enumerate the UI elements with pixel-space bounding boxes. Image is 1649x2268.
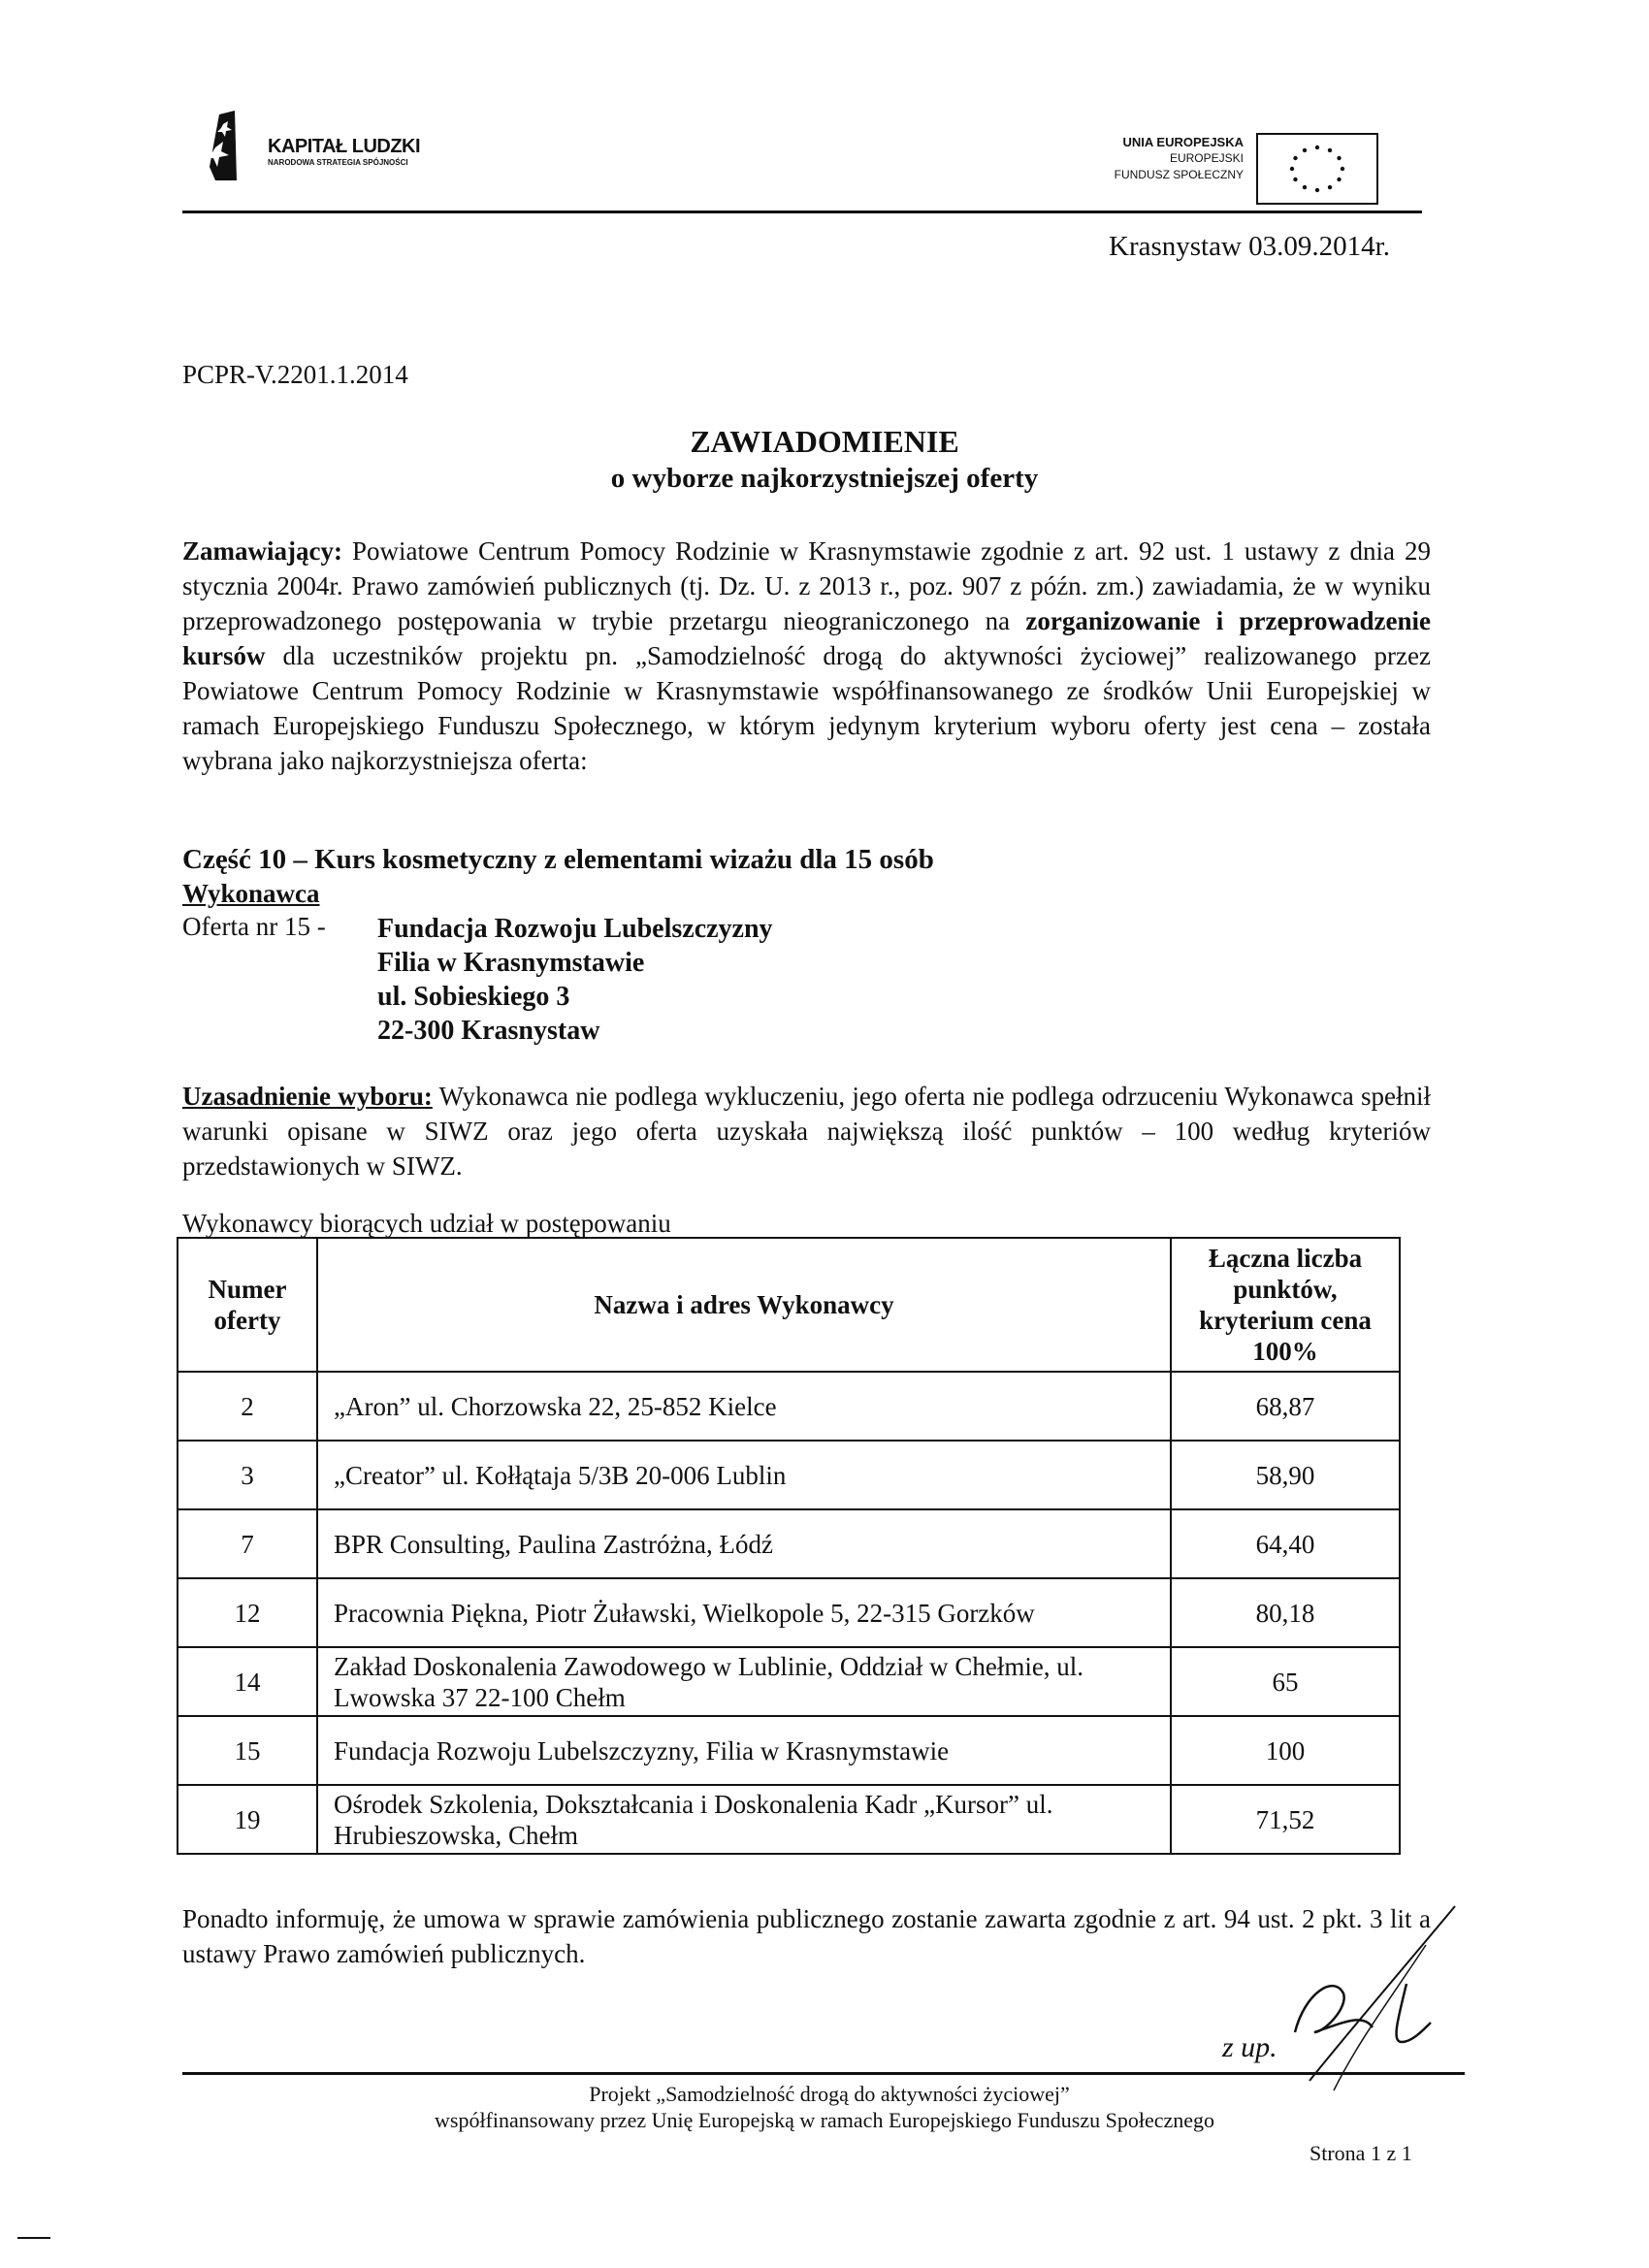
- eu-label-line3: FUNDUSZ SPOŁECZNY: [1114, 168, 1244, 181]
- table-row: [178, 1509, 1400, 1578]
- eu-star-icon: [1328, 185, 1332, 189]
- intro-text-1: Powiatowe Centrum Pomocy Rodzinie w Krasnymstawie zgodnie z art. 92 ust. 1 ustawy z dnia 29 stycznia 2004r. Prawo zamówień publicznych (tj. Dz. U. z 2013 r., poz. 907 z późn. zm.) zawiadamia, że w wyniku przeprowadzonego postępowania w trybie przetargu nieograniczonego na: [182, 536, 1431, 635]
- contracting-authority-label: Zamawiający:: [182, 536, 342, 566]
- kapital-ludzki-logo-icon: [206, 109, 264, 182]
- offer-number: 15: [178, 1716, 317, 1785]
- signature-note: z up.: [1222, 2031, 1277, 2063]
- eu-star-icon: [1303, 185, 1307, 189]
- kapital-ludzki-subtitle: NARODOWA STRATEGIA SPÓJNOŚCI: [268, 158, 408, 167]
- signature-icon: [1086, 1896, 1474, 2090]
- part-heading: Część 10 – Kurs kosmetyczny z elementami wizażu dla 15 osób: [182, 844, 934, 875]
- bidders-table: [177, 1237, 1401, 1855]
- eu-star-icon: [1290, 167, 1294, 171]
- points: 100: [1171, 1716, 1400, 1785]
- eu-star-icon: [1328, 148, 1332, 152]
- table-row: [178, 1647, 1400, 1716]
- points: 58,90: [1171, 1441, 1400, 1509]
- footer-project-line: Projekt „Samodzielność drogą do aktywności życiowej”: [589, 2082, 1070, 2106]
- table-row: [178, 1716, 1400, 1785]
- contractor-name: Fundacja Rozwoju Lubelszczyzny, Filia w Krasnymstawie: [317, 1716, 1171, 1785]
- winner-line: 22-300 Krasnystaw: [377, 1016, 600, 1046]
- offer-number: 19: [178, 1785, 317, 1854]
- page-number: Strona 1 z 1: [1310, 2141, 1412, 2165]
- table-row: [178, 1785, 1400, 1854]
- document-title: ZAWIADOMIENIE: [690, 424, 959, 459]
- eu-star-icon: [1293, 178, 1297, 181]
- eu-fund-label: [1057, 134, 1244, 183]
- contractor-name: Zakład Doskonalenia Zawodowego w Lublinie, Oddział w Chełmie, ul. Lwowska 37 22-100 Chełm: [317, 1647, 1171, 1716]
- contractor-name: BPR Consulting, Paulina Zastróżna, Łódź: [317, 1509, 1171, 1578]
- footer-divider: [182, 2072, 1465, 2075]
- eu-star-icon: [1337, 178, 1341, 181]
- table-row: [178, 1372, 1400, 1441]
- offer-number: 2: [178, 1372, 317, 1441]
- offer-number: 12: [178, 1578, 317, 1647]
- header-points: Łączna liczba punktów, kryterium cena 100%: [1171, 1238, 1400, 1372]
- header-contractor-name: Nazwa i adres Wykonawcy: [317, 1238, 1171, 1372]
- header-divider: [182, 211, 1422, 213]
- contractor-name: „Creator” ul. Kołłątaja 5/3B 20-006 Lublin: [317, 1441, 1171, 1509]
- offer-number: 7: [178, 1509, 317, 1578]
- contractor-name: Pracownia Piękna, Piotr Żuławski, Wielkopole 5, 22-315 Gorzków: [317, 1578, 1171, 1647]
- eu-star-icon: [1315, 188, 1319, 192]
- justification-paragraph: [182, 1079, 1431, 1183]
- eu-flag-icon: [1256, 133, 1378, 205]
- intro-paragraph: [182, 534, 1431, 778]
- table-row: [178, 1441, 1400, 1509]
- footer-funding-line: współfinansowany przez Unię Europejską w ramach Europejskiego Funduszu Społecznego: [435, 2108, 1214, 2132]
- eu-label-line2: EUROPEJSKI: [1169, 151, 1244, 165]
- points: 71,52: [1171, 1785, 1400, 1854]
- table-row: [178, 1578, 1400, 1647]
- winner-line: Fundacja Rozwoju Lubelszczyzny: [377, 914, 773, 944]
- place-date: Krasnystaw 03.09.2014r.: [1109, 231, 1390, 262]
- reference-number: PCPR-V.2201.1.2014: [182, 360, 408, 389]
- document-subtitle: o wyborze najkorzystniejszej oferty: [610, 463, 1039, 494]
- offer-number: 3: [178, 1441, 317, 1509]
- points: 65: [1171, 1647, 1400, 1716]
- contractor-label: Wykonawca: [182, 879, 320, 908]
- scan-mark: [17, 2237, 50, 2239]
- eu-star-icon: [1315, 146, 1319, 149]
- intro-text-2: dla uczestników projektu pn. „Samodzielność drogą do aktywności życiowej” realizowanego przez Powiatowe Centrum Pomocy Rodzinie w Krasnymstawie współfinansowanego ze środków Unii Europejskiej w ramach Europejskiego Funduszu Społecznego, w którym jedynym kryterium wyboru oferty jest cena – została wybrana jako najkorzystniejsza oferta:: [182, 641, 1431, 775]
- kapital-ludzki-title: KAPITAŁ LUDZKI: [268, 136, 421, 157]
- table-header-row: [178, 1238, 1400, 1372]
- contractor-name: „Aron” ul. Chorzowska 22, 25-852 Kielce: [317, 1372, 1171, 1441]
- table-caption: Wykonawcy biorących udział w postępowaniu: [182, 1209, 671, 1238]
- justification-text: Wykonawca nie podlega wykluczeniu, jego oferta nie podlega odrzuceniu Wykonawca spełnił warunki opisane w SIWZ oraz jego oferta uzyskała największą ilość punktów – 100 według kryteriów przedstawionych w SIWZ.: [182, 1082, 1432, 1181]
- points: 68,87: [1171, 1372, 1400, 1441]
- eu-label-line1: UNIA EUROPEJSKA: [1122, 135, 1244, 149]
- offer-number: 14: [178, 1647, 317, 1716]
- points: 80,18: [1171, 1578, 1400, 1647]
- winner-line: Filia w Krasnymstawie: [377, 948, 645, 978]
- offer-number-label: Oferta nr 15 -: [182, 912, 326, 941]
- closing-paragraph: Ponadto informuję, że umowa w sprawie zamówienia publicznego zostanie zawarta zgodnie z art. 94 ust. 2 pkt. 3 lit a ustawy Prawo zamówień publicznych.: [182, 1904, 1431, 1968]
- eu-star-icon: [1337, 156, 1341, 160]
- eu-star-icon: [1303, 148, 1307, 152]
- contractor-name: Ośrodek Szkolenia, Dokształcania i Doskonalenia Kadr „Kursor” ul. Hrubieszowska, Chełm: [317, 1785, 1171, 1854]
- winner-address: [377, 912, 773, 1048]
- eu-star-icon: [1341, 167, 1344, 171]
- winner-line: ul. Sobieskiego 3: [377, 982, 570, 1012]
- intro-bold-subject: zorganizowanie i przeprowadzenie kursów: [182, 606, 1431, 670]
- header-offer-number: Numer oferty: [178, 1238, 317, 1372]
- justification-label: Uzasadnienie wyboru:: [182, 1082, 433, 1111]
- points: 64,40: [1171, 1509, 1400, 1578]
- eu-star-icon: [1293, 156, 1297, 160]
